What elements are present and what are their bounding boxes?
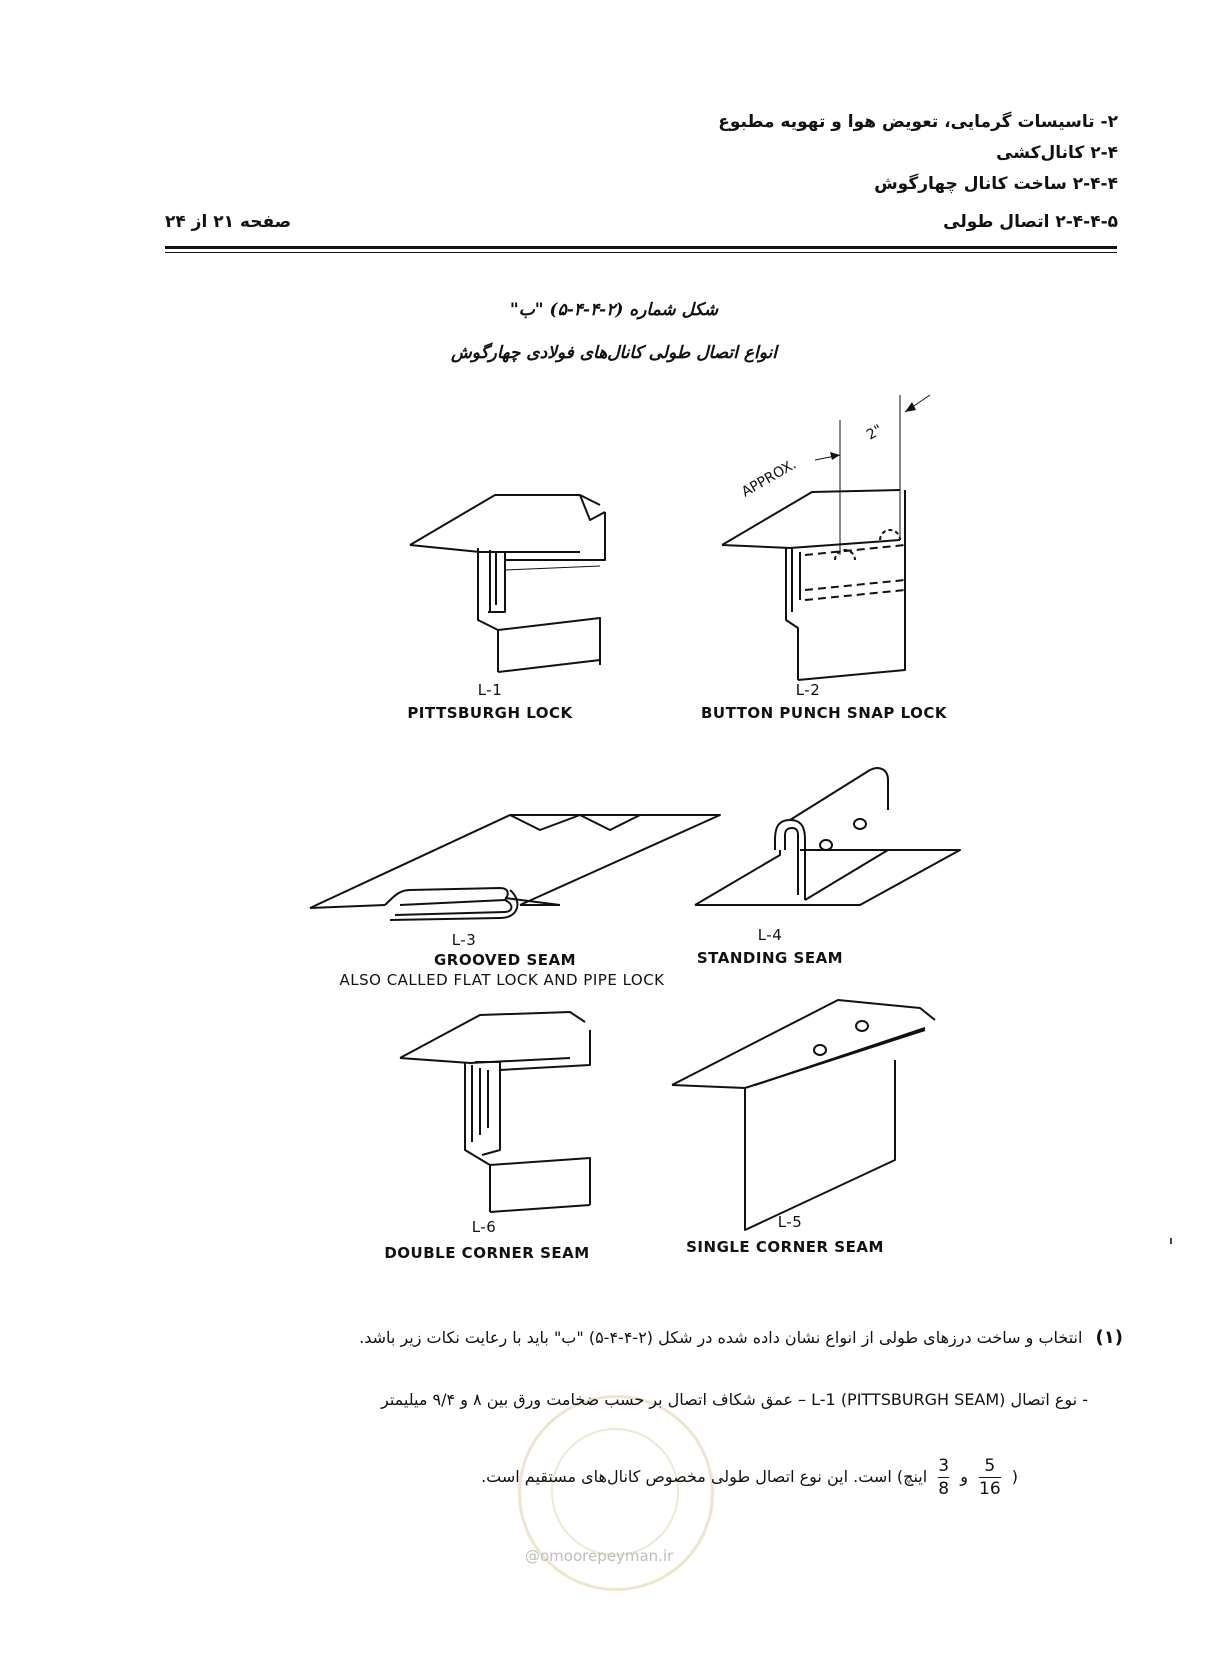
header-line-1: ۲- تاسیسات گرمایی، تعویض هوا و تهویه مطبوع	[718, 112, 1118, 132]
figure-subtitle: انواع اتصال طولی کانال‌های فولادی چهارگوش	[451, 343, 777, 363]
l1-code: L-1	[477, 681, 503, 699]
header-line-2: ۲-۴ کانال‌کشی	[996, 143, 1118, 163]
l6-double-corner-drawing	[400, 1012, 590, 1212]
margin-mark	[1170, 1238, 1172, 1244]
fraction-5-16	[979, 1455, 1001, 1500]
l5-name: SINGLE CORNER SEAM	[686, 1238, 884, 1256]
l2-name: BUTTON PUNCH SNAP LOCK	[700, 704, 948, 722]
header-line-4: ۲-۴-۴-۵ اتصال طولی	[943, 212, 1118, 232]
fraction-numerator: 5	[984, 1456, 996, 1476]
l2-code: L-2	[795, 681, 821, 699]
l6-code: L-6	[471, 1218, 497, 1236]
paragraph-2	[381, 1390, 1088, 1409]
dimension-label: 2"	[864, 421, 886, 444]
paragraph-1	[359, 1327, 1123, 1348]
l5-code: L-5	[777, 1213, 803, 1231]
paragraph-3	[481, 1455, 1018, 1500]
figure-title: شکل شماره (۲-۴-۴-۵) "ب"	[509, 300, 719, 320]
l3-grooved-seam-drawing	[310, 815, 720, 920]
page-number: صفحه ۲۱ از ۲۴	[165, 212, 292, 232]
l1-pittsburgh-drawing	[410, 495, 605, 672]
paragraph-3-text: اینچ) است. این نوع اتصال طولی مخصوص کانال‌های مستقیم است.	[481, 1467, 928, 1486]
l6-name: DOUBLE CORNER SEAM	[384, 1244, 590, 1262]
l5-single-corner-drawing	[672, 1000, 935, 1230]
paragraph-1-text: انتخاب و ساخت درزهای طولی از انواع نشان داده شده در شکل (۲-۴-۴-۵) "ب" باید با رعایت نکات زیر باشد.	[359, 1328, 1083, 1347]
l4-name: STANDING SEAM	[696, 949, 844, 967]
fraction-numerator: 3	[938, 1456, 950, 1476]
paragraph-2-text: - نوع اتصال L-1 (PITTSBURGH SEAM) – عمق شکاف اتصال بر حسب ضخامت ورق بین ۸ و ۹/۴ میلیمتر	[381, 1390, 1088, 1409]
fraction-denominator: 8	[938, 1479, 950, 1499]
l3-code: L-3	[451, 931, 477, 949]
l1-name: PITTSBURGH LOCK	[407, 704, 573, 722]
fraction-denominator: 16	[979, 1479, 1001, 1499]
paragraph-number: (۱)	[1095, 1327, 1123, 1348]
paren-open: (	[1011, 1467, 1018, 1486]
header-line-3: ۲-۴-۴ ساخت کانال چهارگوش	[874, 174, 1118, 194]
l4-standing-seam-drawing	[695, 768, 960, 905]
l2-button-punch-drawing	[722, 395, 930, 680]
l3-note: ALSO CALLED FLAT LOCK AND PIPE LOCK	[339, 971, 665, 989]
l4-code: L-4	[757, 926, 783, 944]
l3-name: GROOVED SEAM	[433, 951, 577, 969]
and-word: و	[960, 1467, 968, 1486]
approx-label: APPROX.	[739, 456, 800, 501]
watermark-site: @omoorepeyman.ir	[525, 1547, 674, 1565]
fraction-3-8	[938, 1455, 949, 1500]
